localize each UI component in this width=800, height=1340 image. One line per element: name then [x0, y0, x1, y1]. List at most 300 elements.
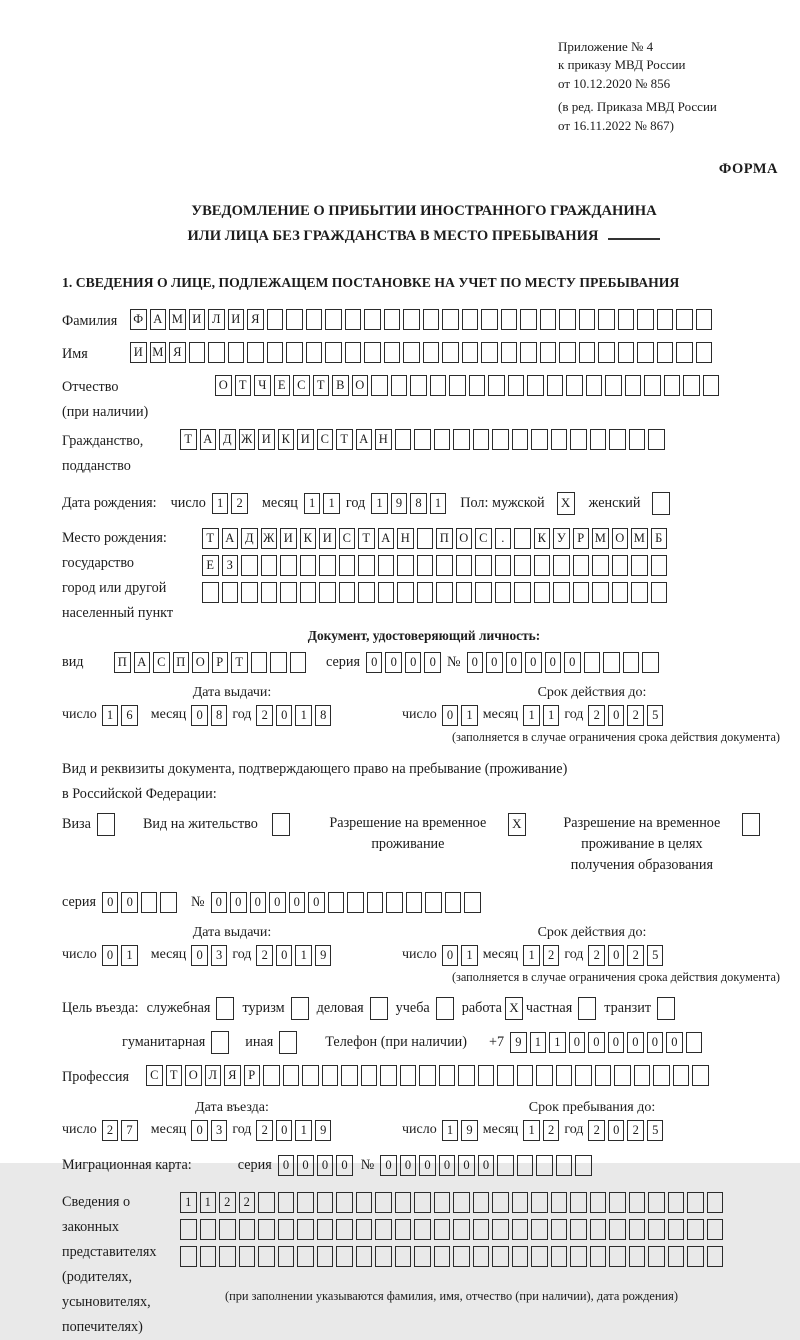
char-cell[interactable]: 0: [121, 892, 138, 913]
char-cell[interactable]: 0: [525, 652, 542, 673]
char-cell[interactable]: [425, 892, 442, 913]
char-cell[interactable]: С: [153, 652, 170, 673]
checkbox-temp-residence[interactable]: X: [508, 813, 526, 836]
char-cell[interactable]: [629, 1219, 646, 1240]
char-cell[interactable]: 1: [543, 705, 560, 726]
char-cell[interactable]: [473, 429, 490, 450]
char-cell[interactable]: [417, 555, 434, 576]
char-cell[interactable]: О: [185, 1065, 202, 1086]
char-cell[interactable]: [397, 582, 414, 603]
char-cell[interactable]: [247, 342, 264, 363]
char-cell[interactable]: [219, 1219, 236, 1240]
char-cell[interactable]: 0: [269, 892, 286, 913]
char-cell[interactable]: [540, 342, 557, 363]
char-cell[interactable]: Р: [244, 1065, 261, 1086]
char-cell[interactable]: [364, 342, 381, 363]
char-cell[interactable]: 2: [588, 1120, 605, 1141]
char-cell[interactable]: 0: [317, 1155, 334, 1176]
char-cell[interactable]: [664, 375, 681, 396]
char-cell[interactable]: [267, 342, 284, 363]
char-cell[interactable]: 0: [380, 1155, 397, 1176]
char-cell[interactable]: 0: [191, 1120, 208, 1141]
char-cell[interactable]: 5: [647, 945, 664, 966]
char-cell[interactable]: 1: [523, 945, 540, 966]
char-cell[interactable]: 1: [212, 493, 229, 514]
char-cell[interactable]: [570, 1192, 587, 1213]
char-cell[interactable]: [508, 375, 525, 396]
char-cell[interactable]: 7: [121, 1120, 138, 1141]
char-cell[interactable]: [473, 1219, 490, 1240]
char-cell[interactable]: И: [258, 429, 275, 450]
char-cell[interactable]: 2: [627, 705, 644, 726]
char-cell[interactable]: [531, 1246, 548, 1267]
char-cell[interactable]: [423, 342, 440, 363]
char-cell[interactable]: [386, 892, 403, 913]
char-cell[interactable]: [534, 582, 551, 603]
char-cell[interactable]: [501, 342, 518, 363]
char-cell[interactable]: 0: [366, 652, 383, 673]
char-cell[interactable]: 0: [627, 1032, 644, 1053]
char-cell[interactable]: А: [134, 652, 151, 673]
char-cell[interactable]: [676, 309, 693, 330]
char-cell[interactable]: 0: [442, 945, 459, 966]
char-cell[interactable]: [631, 555, 648, 576]
checkbox-sex-male[interactable]: X: [557, 492, 575, 515]
char-cell[interactable]: 0: [478, 1155, 495, 1176]
char-cell[interactable]: Ч: [254, 375, 271, 396]
char-cell[interactable]: 0: [647, 1032, 664, 1053]
char-cell[interactable]: [258, 1192, 275, 1213]
char-cell[interactable]: Е: [274, 375, 291, 396]
char-cell[interactable]: 1: [295, 705, 312, 726]
char-cell[interactable]: [364, 309, 381, 330]
char-cell[interactable]: [317, 1219, 334, 1240]
char-cell[interactable]: [556, 1155, 573, 1176]
checkbox-residence-permit[interactable]: [272, 813, 290, 836]
char-cell[interactable]: [473, 1246, 490, 1267]
char-cell[interactable]: 9: [510, 1032, 527, 1053]
char-cell[interactable]: 2: [543, 945, 560, 966]
char-cell[interactable]: С: [146, 1065, 163, 1086]
char-cell[interactable]: [629, 429, 646, 450]
char-cell[interactable]: 5: [647, 705, 664, 726]
char-cell[interactable]: [384, 342, 401, 363]
migration-number-cells[interactable]: [380, 1155, 592, 1176]
char-cell[interactable]: [527, 375, 544, 396]
char-cell[interactable]: Т: [202, 528, 219, 549]
char-cell[interactable]: К: [300, 528, 317, 549]
char-cell[interactable]: [575, 1155, 592, 1176]
char-cell[interactable]: Ж: [239, 429, 256, 450]
char-cell[interactable]: [575, 1065, 592, 1086]
char-cell[interactable]: [278, 1219, 295, 1240]
char-cell[interactable]: 1: [549, 1032, 566, 1053]
char-cell[interactable]: 0: [230, 892, 247, 913]
char-cell[interactable]: [531, 429, 548, 450]
char-cell[interactable]: [261, 555, 278, 576]
char-cell[interactable]: 1: [295, 1120, 312, 1141]
stay-month-cells[interactable]: [523, 1120, 559, 1141]
char-cell[interactable]: 1: [102, 705, 119, 726]
char-cell[interactable]: [258, 1219, 275, 1240]
char-cell[interactable]: 1: [121, 945, 138, 966]
char-cell[interactable]: [319, 582, 336, 603]
char-cell[interactable]: [397, 555, 414, 576]
char-cell[interactable]: [419, 1065, 436, 1086]
char-cell[interactable]: [497, 1065, 514, 1086]
char-cell[interactable]: [251, 652, 268, 673]
char-cell[interactable]: [586, 375, 603, 396]
char-cell[interactable]: Н: [397, 528, 414, 549]
char-cell[interactable]: С: [293, 375, 310, 396]
char-cell[interactable]: И: [189, 309, 206, 330]
char-cell[interactable]: И: [130, 342, 147, 363]
char-cell[interactable]: М: [169, 309, 186, 330]
entry-month-cells[interactable]: [191, 1120, 227, 1141]
char-cell[interactable]: [475, 555, 492, 576]
char-cell[interactable]: 1: [295, 945, 312, 966]
char-cell[interactable]: [534, 555, 551, 576]
char-cell[interactable]: 1: [530, 1032, 547, 1053]
char-cell[interactable]: [453, 1246, 470, 1267]
char-cell[interactable]: [456, 582, 473, 603]
char-cell[interactable]: 1: [523, 705, 540, 726]
char-cell[interactable]: 0: [564, 652, 581, 673]
char-cell[interactable]: [573, 582, 590, 603]
char-cell[interactable]: Е: [202, 555, 219, 576]
char-cell[interactable]: Н: [375, 429, 392, 450]
char-cell[interactable]: [302, 1065, 319, 1086]
char-cell[interactable]: 2: [256, 945, 273, 966]
char-cell[interactable]: 0: [569, 1032, 586, 1053]
char-cell[interactable]: [547, 375, 564, 396]
char-cell[interactable]: 1: [461, 705, 478, 726]
doc-series-cells[interactable]: [366, 652, 441, 673]
char-cell[interactable]: [406, 892, 423, 913]
residence-valid-year-cells[interactable]: [588, 945, 663, 966]
char-cell[interactable]: О: [352, 375, 369, 396]
char-cell[interactable]: [603, 652, 620, 673]
char-cell[interactable]: [559, 309, 576, 330]
char-cell[interactable]: 0: [191, 705, 208, 726]
char-cell[interactable]: [436, 582, 453, 603]
char-cell[interactable]: 0: [666, 1032, 683, 1053]
char-cell[interactable]: [449, 375, 466, 396]
char-cell[interactable]: [579, 309, 596, 330]
char-cell[interactable]: .: [495, 528, 512, 549]
char-cell[interactable]: [356, 1246, 373, 1267]
checkbox-purpose-official[interactable]: [216, 997, 234, 1020]
char-cell[interactable]: [648, 429, 665, 450]
char-cell[interactable]: [300, 555, 317, 576]
char-cell[interactable]: [200, 1246, 217, 1267]
char-cell[interactable]: [239, 1219, 256, 1240]
char-cell[interactable]: [445, 892, 462, 913]
char-cell[interactable]: 0: [191, 945, 208, 966]
char-cell[interactable]: [618, 309, 635, 330]
char-cell[interactable]: [512, 1192, 529, 1213]
char-cell[interactable]: [520, 342, 537, 363]
char-cell[interactable]: [551, 429, 568, 450]
char-cell[interactable]: 0: [424, 652, 441, 673]
checkbox-purpose-transit[interactable]: [657, 997, 675, 1020]
char-cell[interactable]: [442, 342, 459, 363]
char-cell[interactable]: 0: [608, 1032, 625, 1053]
entry-day-cells[interactable]: [102, 1120, 138, 1141]
char-cell[interactable]: [336, 1246, 353, 1267]
patronymic-cells[interactable]: [215, 375, 719, 396]
entry-year-cells[interactable]: [256, 1120, 331, 1141]
char-cell[interactable]: 0: [439, 1155, 456, 1176]
doc-number-cells[interactable]: [467, 652, 659, 673]
char-cell[interactable]: [570, 1246, 587, 1267]
birth-day-cells[interactable]: [212, 493, 248, 514]
residence-issue-day-cells[interactable]: [102, 945, 138, 966]
char-cell[interactable]: [417, 528, 434, 549]
char-cell[interactable]: [612, 582, 629, 603]
char-cell[interactable]: С: [317, 429, 334, 450]
char-cell[interactable]: [345, 309, 362, 330]
checkbox-purpose-work[interactable]: X: [505, 997, 523, 1020]
char-cell[interactable]: 1: [180, 1192, 197, 1213]
checkbox-purpose-tourism[interactable]: [291, 997, 309, 1020]
char-cell[interactable]: [478, 1065, 495, 1086]
char-cell[interactable]: [497, 1155, 514, 1176]
char-cell[interactable]: [442, 309, 459, 330]
char-cell[interactable]: Т: [180, 429, 197, 450]
char-cell[interactable]: [325, 309, 342, 330]
char-cell[interactable]: Р: [573, 528, 590, 549]
char-cell[interactable]: [637, 342, 654, 363]
birth-place-cells-row3[interactable]: [202, 582, 667, 603]
char-cell[interactable]: М: [631, 528, 648, 549]
char-cell[interactable]: И: [280, 528, 297, 549]
char-cell[interactable]: [517, 1155, 534, 1176]
char-cell[interactable]: [495, 555, 512, 576]
residence-issue-year-cells[interactable]: [256, 945, 331, 966]
residence-valid-month-cells[interactable]: [523, 945, 559, 966]
birth-year-cells[interactable]: [371, 493, 446, 514]
char-cell[interactable]: [297, 1246, 314, 1267]
char-cell[interactable]: [356, 1219, 373, 1240]
identity-valid-year-cells[interactable]: [588, 705, 663, 726]
char-cell[interactable]: О: [612, 528, 629, 549]
char-cell[interactable]: [384, 309, 401, 330]
char-cell[interactable]: Т: [358, 528, 375, 549]
char-cell[interactable]: [367, 892, 384, 913]
char-cell[interactable]: [341, 1065, 358, 1086]
char-cell[interactable]: [592, 555, 609, 576]
char-cell[interactable]: [141, 892, 158, 913]
checkbox-purpose-private[interactable]: [578, 997, 596, 1020]
char-cell[interactable]: А: [378, 528, 395, 549]
char-cell[interactable]: 0: [405, 652, 422, 673]
char-cell[interactable]: [612, 555, 629, 576]
phone-cells[interactable]: [510, 1032, 702, 1053]
char-cell[interactable]: [673, 1065, 690, 1086]
char-cell[interactable]: [570, 429, 587, 450]
char-cell[interactable]: [453, 1192, 470, 1213]
checkbox-purpose-study[interactable]: [436, 997, 454, 1020]
char-cell[interactable]: [306, 342, 323, 363]
char-cell[interactable]: [609, 1246, 626, 1267]
char-cell[interactable]: [189, 342, 206, 363]
char-cell[interactable]: [375, 1192, 392, 1213]
char-cell[interactable]: 0: [297, 1155, 314, 1176]
char-cell[interactable]: [634, 1065, 651, 1086]
char-cell[interactable]: [512, 1246, 529, 1267]
char-cell[interactable]: 8: [211, 705, 228, 726]
char-cell[interactable]: [317, 1192, 334, 1213]
char-cell[interactable]: [356, 1192, 373, 1213]
representatives-cells-row2[interactable]: [180, 1219, 723, 1240]
char-cell[interactable]: [531, 1219, 548, 1240]
char-cell[interactable]: [559, 342, 576, 363]
char-cell[interactable]: [222, 582, 239, 603]
char-cell[interactable]: [456, 555, 473, 576]
char-cell[interactable]: [609, 1192, 626, 1213]
char-cell[interactable]: [551, 1219, 568, 1240]
residence-valid-day-cells[interactable]: [442, 945, 478, 966]
char-cell[interactable]: Л: [208, 309, 225, 330]
residence-issue-month-cells[interactable]: [191, 945, 227, 966]
char-cell[interactable]: 0: [400, 1155, 417, 1176]
char-cell[interactable]: [434, 429, 451, 450]
char-cell[interactable]: [517, 1065, 534, 1086]
char-cell[interactable]: 0: [442, 705, 459, 726]
char-cell[interactable]: [514, 582, 531, 603]
char-cell[interactable]: 2: [588, 945, 605, 966]
char-cell[interactable]: [280, 582, 297, 603]
char-cell[interactable]: [556, 1065, 573, 1086]
char-cell[interactable]: [345, 342, 362, 363]
char-cell[interactable]: [400, 1065, 417, 1086]
char-cell[interactable]: М: [150, 342, 167, 363]
checkbox-purpose-business[interactable]: [370, 997, 388, 1020]
char-cell[interactable]: [488, 375, 505, 396]
char-cell[interactable]: [584, 652, 601, 673]
birth-place-cells-row2[interactable]: [202, 555, 667, 576]
char-cell[interactable]: 1: [371, 493, 388, 514]
char-cell[interactable]: П: [114, 652, 131, 673]
char-cell[interactable]: 2: [627, 945, 644, 966]
char-cell[interactable]: [566, 375, 583, 396]
char-cell[interactable]: Д: [241, 528, 258, 549]
char-cell[interactable]: [375, 1219, 392, 1240]
char-cell[interactable]: [286, 309, 303, 330]
char-cell[interactable]: [464, 892, 481, 913]
char-cell[interactable]: [358, 555, 375, 576]
char-cell[interactable]: 0: [608, 1120, 625, 1141]
char-cell[interactable]: И: [228, 309, 245, 330]
char-cell[interactable]: [219, 1246, 236, 1267]
char-cell[interactable]: Т: [313, 375, 330, 396]
char-cell[interactable]: Я: [224, 1065, 241, 1086]
checkbox-sex-female[interactable]: [652, 492, 670, 515]
char-cell[interactable]: 0: [608, 945, 625, 966]
char-cell[interactable]: [512, 429, 529, 450]
char-cell[interactable]: [395, 1219, 412, 1240]
char-cell[interactable]: [590, 1246, 607, 1267]
char-cell[interactable]: [642, 652, 659, 673]
char-cell[interactable]: [414, 1246, 431, 1267]
char-cell[interactable]: Б: [651, 528, 668, 549]
char-cell[interactable]: [317, 1246, 334, 1267]
char-cell[interactable]: [683, 375, 700, 396]
char-cell[interactable]: А: [200, 429, 217, 450]
char-cell[interactable]: У: [553, 528, 570, 549]
char-cell[interactable]: 0: [276, 705, 293, 726]
char-cell[interactable]: [297, 1219, 314, 1240]
char-cell[interactable]: А: [150, 309, 167, 330]
char-cell[interactable]: [469, 375, 486, 396]
char-cell[interactable]: [481, 309, 498, 330]
char-cell[interactable]: П: [436, 528, 453, 549]
char-cell[interactable]: С: [475, 528, 492, 549]
char-cell[interactable]: [336, 1219, 353, 1240]
char-cell[interactable]: 5: [647, 1120, 664, 1141]
representatives-cells-row3[interactable]: [180, 1246, 723, 1267]
char-cell[interactable]: [395, 429, 412, 450]
char-cell[interactable]: [258, 1246, 275, 1267]
char-cell[interactable]: [280, 555, 297, 576]
char-cell[interactable]: [623, 652, 640, 673]
char-cell[interactable]: 0: [545, 652, 562, 673]
char-cell[interactable]: [239, 1246, 256, 1267]
char-cell[interactable]: [283, 1065, 300, 1086]
char-cell[interactable]: [378, 555, 395, 576]
char-cell[interactable]: 0: [102, 945, 119, 966]
char-cell[interactable]: [531, 1192, 548, 1213]
char-cell[interactable]: [570, 1219, 587, 1240]
char-cell[interactable]: [551, 1192, 568, 1213]
char-cell[interactable]: [651, 555, 668, 576]
char-cell[interactable]: Ф: [130, 309, 147, 330]
surname-cells[interactable]: [130, 309, 712, 330]
char-cell[interactable]: 0: [486, 652, 503, 673]
char-cell[interactable]: [579, 342, 596, 363]
char-cell[interactable]: [514, 555, 531, 576]
char-cell[interactable]: [328, 892, 345, 913]
char-cell[interactable]: 8: [315, 705, 332, 726]
char-cell[interactable]: К: [534, 528, 551, 549]
char-cell[interactable]: 2: [588, 705, 605, 726]
name-cells[interactable]: [130, 342, 712, 363]
char-cell[interactable]: [520, 309, 537, 330]
identity-issue-day-cells[interactable]: [102, 705, 138, 726]
char-cell[interactable]: 0: [588, 1032, 605, 1053]
char-cell[interactable]: 0: [211, 892, 228, 913]
identity-valid-day-cells[interactable]: [442, 705, 478, 726]
char-cell[interactable]: 9: [315, 945, 332, 966]
char-cell[interactable]: [306, 309, 323, 330]
char-cell[interactable]: 2: [231, 493, 248, 514]
char-cell[interactable]: [676, 342, 693, 363]
checkbox-purpose-other[interactable]: [279, 1031, 297, 1054]
char-cell[interactable]: [657, 309, 674, 330]
char-cell[interactable]: П: [173, 652, 190, 673]
char-cell[interactable]: Д: [219, 429, 236, 450]
char-cell[interactable]: [436, 555, 453, 576]
char-cell[interactable]: [553, 555, 570, 576]
char-cell[interactable]: [241, 555, 258, 576]
char-cell[interactable]: 2: [543, 1120, 560, 1141]
char-cell[interactable]: [391, 375, 408, 396]
char-cell[interactable]: [618, 342, 635, 363]
char-cell[interactable]: [403, 309, 420, 330]
char-cell[interactable]: 2: [219, 1192, 236, 1213]
char-cell[interactable]: 0: [250, 892, 267, 913]
